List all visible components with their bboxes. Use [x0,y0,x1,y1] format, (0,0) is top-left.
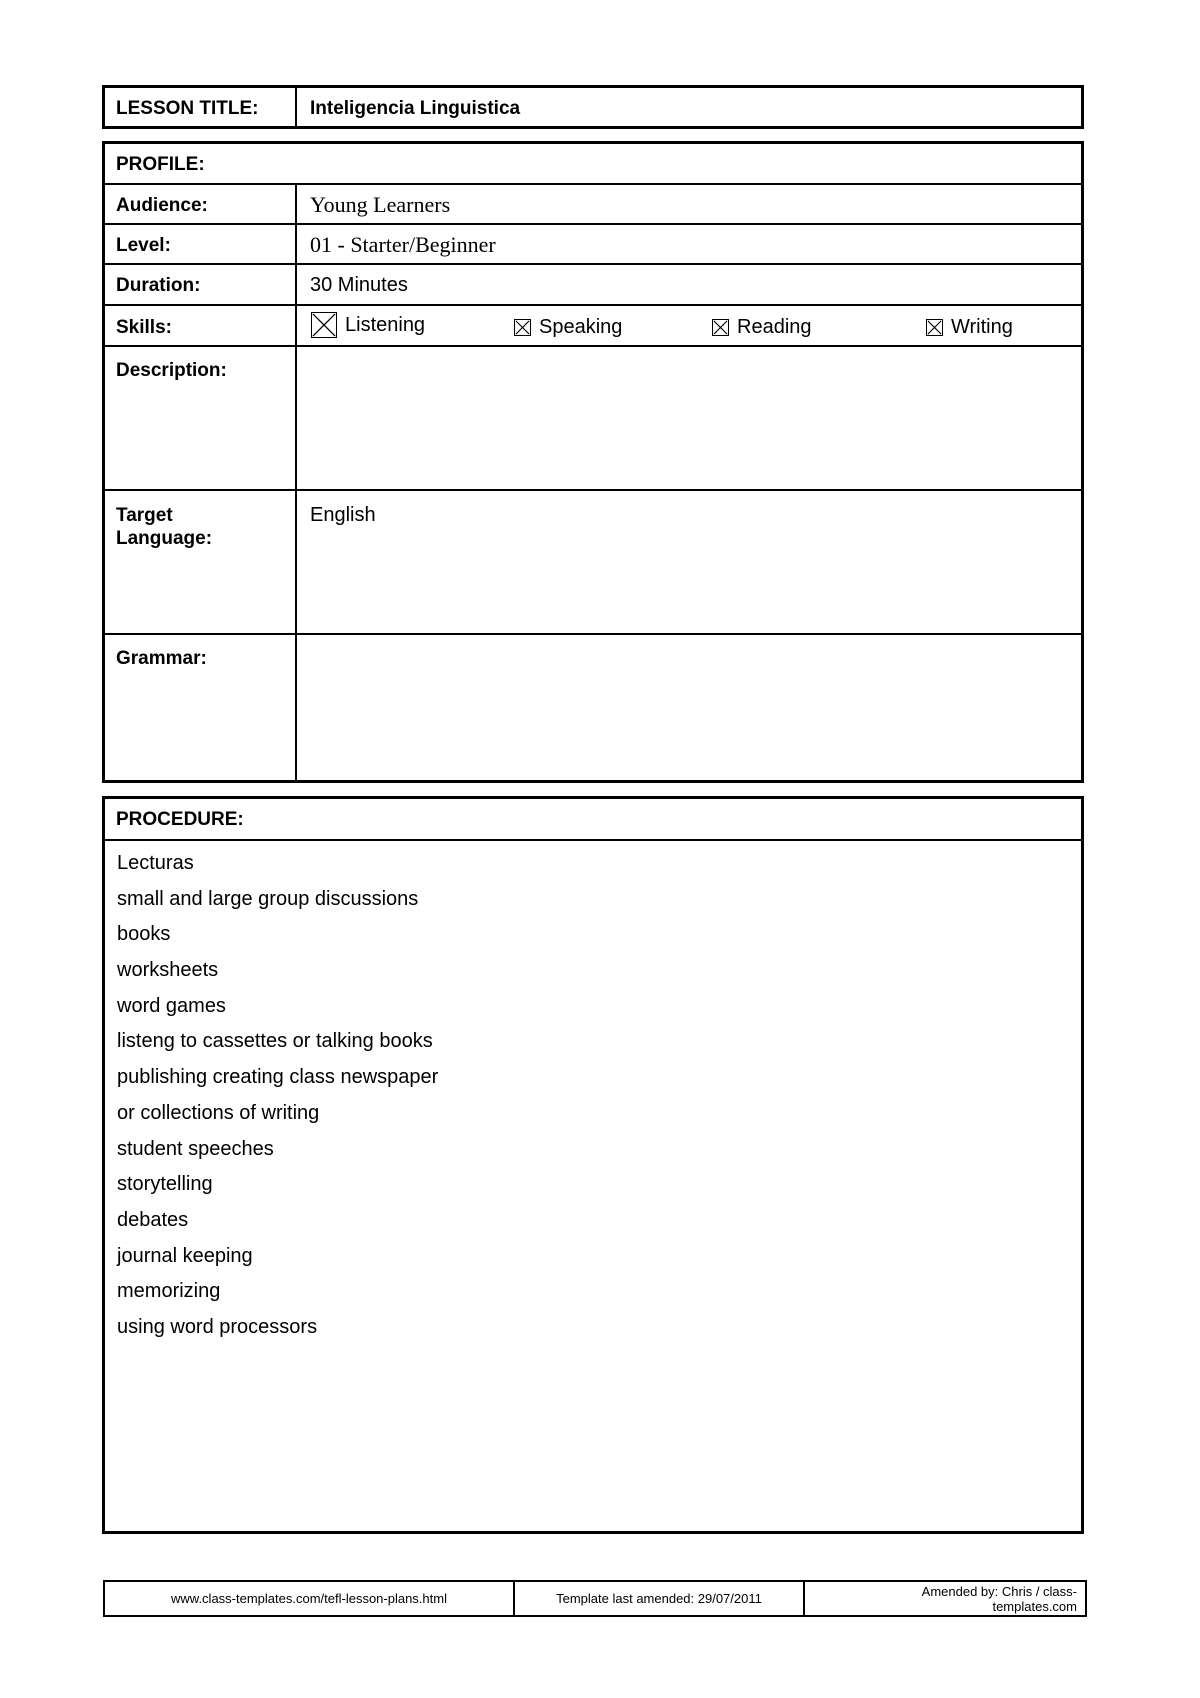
list-item: storytelling [117,1173,213,1196]
target-language-value: English [310,504,376,526]
list-item: listeng to cassettes or talking books [117,1030,433,1053]
audience-row [105,185,1081,225]
footer-amended-date-text: Template last amended: 29/07/2011 [556,1591,762,1606]
skill-writing [926,316,1013,339]
list-item: student speeches [117,1137,274,1160]
list-item: publishing creating class newspaper [117,1066,439,1089]
duration-value: 30 Minutes [310,274,408,296]
duration-label: Duration: [116,275,201,296]
lesson-title-label: LESSON TITLE: [116,98,259,119]
grammar-row [105,635,1081,780]
reading-checkbox[interactable] [712,319,729,336]
audience-label: Audience: [116,195,208,216]
listening-label: Listening [345,313,426,336]
footer [103,1580,1087,1617]
level-row [105,225,1081,265]
procedure-header-row [105,799,1081,841]
lesson-title-box [102,85,1084,129]
list-item: debates [117,1208,189,1231]
lesson-title-value: Inteligencia Linguistica [310,98,521,119]
list-item: or collections of writing [117,1101,320,1124]
footer-url-text: www.class-templates.com/tefl-lesson-plans.html [171,1591,447,1606]
listening-checkbox[interactable] [311,312,337,338]
writing-checkbox[interactable] [926,319,943,336]
footer-amended-date [515,1582,803,1615]
target-language-label: Target Language: [116,505,213,549]
grammar-label: Grammar: [116,648,207,669]
skill-speaking [514,316,622,339]
level-value: 01 - Starter/Beginner [310,232,496,257]
procedure-list [117,851,438,1351]
procedure-heading: PROCEDURE: [116,809,244,830]
audience-value: Young Learners [310,192,451,217]
target-language-row [105,491,1081,635]
list-item: word games [117,994,226,1017]
list-item: small and large group discussions [117,887,419,910]
level-label: Level: [116,235,171,256]
skill-listening [311,312,425,338]
profile-section [102,141,1084,783]
profile-header-row [105,144,1081,185]
description-label: Description: [116,360,227,381]
list-item: books [117,923,171,946]
list-item: worksheets [117,959,219,982]
footer-url [105,1582,513,1615]
procedure-section [102,796,1084,1534]
footer-amended-by: Amended by: Chris / class- templates.com [921,1583,1077,1614]
skills-label: Skills: [116,317,172,338]
speaking-label: Speaking [539,316,623,338]
description-row [105,347,1081,491]
skills-row [105,306,1081,347]
reading-label: Reading [737,316,812,338]
skill-reading [712,316,812,339]
list-item: journal keeping [117,1244,253,1267]
writing-label: Writing [951,316,1013,338]
speaking-checkbox[interactable] [514,319,531,336]
list-item: Lecturas [117,852,194,874]
profile-heading: PROFILE: [116,154,205,175]
list-item: memorizing [117,1280,221,1303]
duration-row [105,265,1081,306]
list-item: using word processors [117,1315,318,1338]
